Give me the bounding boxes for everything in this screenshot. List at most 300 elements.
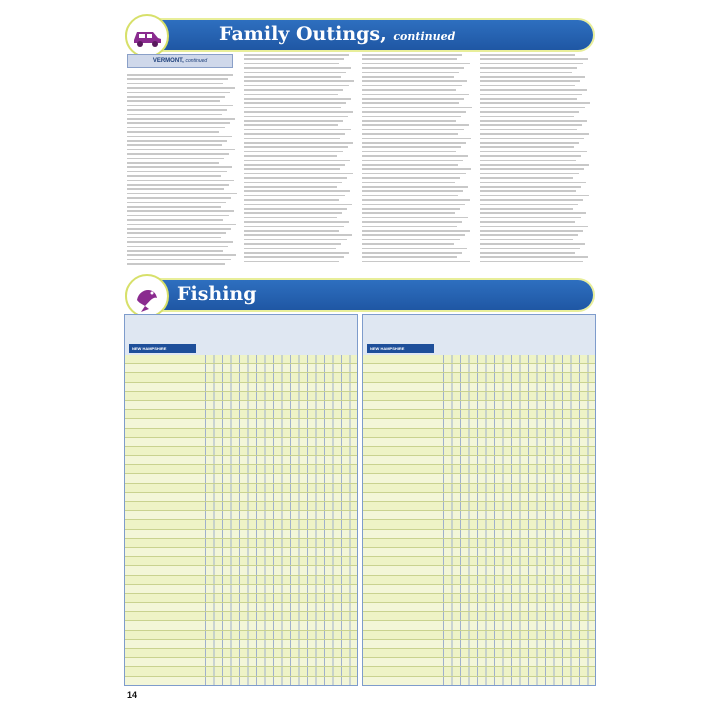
text-line [127,219,223,221]
text-line [480,173,579,175]
table-row-grid [205,566,357,574]
text-line [127,202,226,204]
text-line [127,87,235,89]
text-line [480,72,572,74]
text-line [244,190,350,192]
text-line [480,89,587,91]
state-heading: VERMONT, continued [127,54,233,68]
text-line [362,85,462,87]
table-row-grid [205,383,357,391]
text-line [362,243,454,245]
table-row-grid [443,447,595,455]
table-row [363,539,595,548]
text-line [480,133,589,135]
text-line [244,261,339,263]
text-line [244,217,337,219]
text-line [244,94,338,96]
table-row [363,484,595,493]
text-line [244,195,345,197]
text-line [244,182,342,184]
fishing-banner [127,280,593,310]
table-row [125,429,357,438]
text-line [362,120,456,122]
table-row [363,474,595,483]
table-row-grid [443,438,595,446]
text-line [480,98,577,100]
table-row-grid [205,548,357,556]
table-row [363,355,595,364]
fishing-title: Fishing [177,283,257,305]
table-row-grid [205,539,357,547]
text-line [127,109,227,111]
text-line [127,78,228,80]
text-line [480,142,579,144]
text-line [127,250,223,252]
text-line [127,188,224,190]
text-line [127,184,229,186]
table-row-grid [205,364,357,372]
text-line [480,221,575,223]
text-line [244,168,340,170]
page-number: 14 [127,690,138,700]
text-line [127,232,226,234]
text-line [244,155,337,157]
table-row-grid [443,502,595,510]
table-row-grid [205,667,357,675]
table-header [125,315,357,355]
text-line [127,237,221,239]
table-row [125,373,357,382]
text-line [127,263,225,265]
text-line [244,173,353,175]
text-line [244,177,347,179]
text-line [244,111,353,113]
text-line [480,204,578,206]
table-row-grid [443,566,595,574]
text-line [480,199,583,201]
table-row [125,447,357,456]
text-line [480,80,580,82]
table-row [125,640,357,649]
text-line [362,146,461,148]
table-row-grid [443,621,595,629]
text-line [362,116,461,118]
table-row [125,383,357,392]
table-row [125,649,357,658]
table-row [363,649,595,658]
text-line [362,142,466,144]
text-line [480,164,589,166]
table-row-grid [443,456,595,464]
table-row [125,410,357,419]
text-line [127,118,235,120]
text-line [480,151,587,153]
table-row [363,520,595,529]
region-label: NEW HAMPSHIRE [129,344,196,353]
car-icon [125,14,169,58]
text-line [244,107,341,109]
table-row-grid [205,465,357,473]
text-line [362,190,463,192]
text-line [127,180,234,182]
table-row [125,419,357,428]
table-row [363,373,595,382]
text-line [362,261,470,263]
text-line [244,116,348,118]
table-row-grid [443,401,595,409]
table-row [125,401,357,410]
table-row-grid [443,493,595,501]
text-line [244,164,345,166]
text-line [362,76,454,78]
table-row-grid [443,539,595,547]
text-line [244,160,350,162]
table-row-grid [205,401,357,409]
table-row-grid [205,631,357,639]
table-row-grid [205,576,357,584]
text-line [362,212,455,214]
text-line [127,158,224,160]
text-line [362,54,462,56]
table-row [125,392,357,401]
table-row [125,502,357,511]
table-row-grid [205,438,357,446]
text-line [480,146,574,148]
table-row [125,548,357,557]
text-line [244,204,352,206]
text-line [244,124,338,126]
text-line [244,142,353,144]
text-line [362,164,458,166]
text-line [127,136,232,138]
table-row-grid [443,511,595,519]
text-line [244,54,349,56]
text-line [362,151,456,153]
table-row-grid [205,493,357,501]
table-row-grid [205,649,357,657]
text-line [244,248,336,250]
table-row-grid [205,585,357,593]
text-line [362,239,460,241]
table-row [363,576,595,585]
table-row-grid [205,502,357,510]
table-row [363,447,595,456]
table-row [363,548,595,557]
table-row [125,667,357,676]
table-row [125,585,357,594]
text-line [244,98,351,100]
text-line [244,72,346,74]
table-row-grid [443,465,595,473]
text-line [244,67,351,69]
text-line [127,153,229,155]
text-line [244,63,339,65]
table-row-grid [443,429,595,437]
text-line [127,114,222,116]
text-line [244,120,343,122]
text-line [127,197,231,199]
text-line [127,215,229,217]
text-line [244,230,339,232]
text-line [480,111,579,113]
table-row [125,364,357,373]
table-row [363,392,595,401]
text-line [127,228,231,230]
text-line [480,177,573,179]
text-line [480,168,584,170]
table-row-grid [443,548,595,556]
table-row-grid [443,520,595,528]
text-line [244,85,349,87]
table-row [125,594,357,603]
text-line [362,58,457,60]
table-row-grid [443,364,595,372]
text-line [480,58,588,60]
table-row [125,511,357,520]
table-row-grid [205,373,357,381]
table-row [125,438,357,447]
text-line [362,234,465,236]
text-line [480,160,576,162]
text-line [362,80,467,82]
text-line [244,146,348,148]
text-line [244,186,337,188]
text-line [362,72,459,74]
table-row-grid [443,410,595,418]
table-row-grid [205,557,357,565]
text-line [362,217,468,219]
table-row [125,484,357,493]
text-line [480,248,580,250]
table-row [125,530,357,539]
text-line [127,127,225,129]
table-row [363,621,595,630]
table-row [125,493,357,502]
text-line [480,85,575,87]
text-line [362,107,472,109]
table-row-grid [205,484,357,492]
table-row-grid [443,474,595,482]
table-row-grid [443,594,595,602]
text-line [480,261,583,263]
text-line [127,259,231,261]
table-row [363,364,595,373]
text-line [127,224,236,226]
text-line [244,256,344,258]
table-row [125,631,357,640]
table-row [125,621,357,630]
text-line [480,107,585,109]
text-line [480,256,588,258]
text-line [127,144,222,146]
text-line [480,234,578,236]
text-line [127,193,237,195]
text-line [127,83,223,85]
text-line [127,175,221,177]
table-row [125,520,357,529]
table-row [363,419,595,428]
text-line [480,116,574,118]
text-line [362,124,469,126]
family-outings-banner [127,20,593,50]
text-line [127,166,232,168]
text-line [362,252,462,254]
table-row-grid [443,667,595,675]
text-line [362,89,456,91]
text-line [244,221,349,223]
table-row [125,456,357,465]
text-line [480,94,582,96]
table-row [363,438,595,447]
text-line [480,102,590,104]
table-row-grid [443,585,595,593]
table-row-grid [205,640,357,648]
text-line [244,133,345,135]
table-row-grid [205,612,357,620]
text-line [127,171,227,173]
table-row [363,410,595,419]
text-line [127,241,233,243]
text-line [244,102,346,104]
text-line [480,76,585,78]
text-line [244,252,349,254]
table-row [363,612,595,621]
text-line [362,230,470,232]
table-row [125,603,357,612]
table-row [125,355,357,364]
table-row-grid [205,456,357,464]
text-line [362,133,458,135]
table-row [363,557,595,566]
table-row-grid [205,410,357,418]
text-line [244,129,351,131]
table-row-grid [443,640,595,648]
text-line [362,208,460,210]
text-line [127,122,230,124]
table-row [125,566,357,575]
table-row [125,658,357,667]
table-rows [363,355,595,686]
table-row-grid [205,530,357,538]
text-line [127,246,228,248]
table-row-grid [205,594,357,602]
table-row-grid [443,603,595,611]
table-row-grid [205,355,357,363]
table-row [363,383,595,392]
table-row [363,456,595,465]
table-row-grid [443,530,595,538]
text-line [480,243,585,245]
table-row-grid [205,419,357,427]
text-line [127,140,227,142]
text-line [362,182,455,184]
text-line [362,186,468,188]
text-line [244,212,342,214]
table-row-grid [443,484,595,492]
table-row-grid [443,373,595,381]
text-line [362,67,464,69]
text-line [362,160,463,162]
text-line [480,155,581,157]
text-line [362,111,466,113]
text-line [362,63,470,65]
region-label: NEW HAMPSHIRE [367,344,434,353]
table-row-grid [443,677,595,685]
table-rows [125,355,357,686]
text-line [244,80,354,82]
table-row [363,658,595,667]
text-line [362,138,471,140]
text-line [480,120,587,122]
table-row [125,576,357,585]
text-line [127,100,220,102]
text-line [480,217,581,219]
table-row [363,566,595,575]
text-column-3 [362,54,472,269]
table-row [125,612,357,621]
table-row-grid [205,603,357,611]
text-line [127,210,234,212]
text-line [362,102,459,104]
table-row [363,631,595,640]
table-row [363,603,595,612]
text-line [244,208,347,210]
text-line [127,131,219,133]
table-row [125,465,357,474]
family-outings-title: Family Outings, continued [219,23,456,45]
text-line [362,94,469,96]
table-row-grid [443,649,595,657]
table-row [363,401,595,410]
table-row-grid [443,383,595,391]
text-line [244,58,344,60]
text-line [480,129,577,131]
table-row [125,539,357,548]
text-line [244,89,343,91]
text-line [127,74,233,76]
text-line [362,129,464,131]
table-row [363,429,595,438]
table-header [363,315,595,355]
fishing-table-right [362,314,596,686]
table-row [125,677,357,686]
text-line [362,226,457,228]
text-line [362,221,462,223]
text-line [480,182,586,184]
text-line [362,173,466,175]
table-row-grid [205,621,357,629]
text-line [244,199,339,201]
text-line [362,177,460,179]
text-line [362,98,464,100]
table-row-grid [443,658,595,666]
table-row-grid [443,612,595,620]
table-row-grid [443,392,595,400]
family-outings-text [127,54,595,269]
table-row-grid [205,677,357,685]
table-row-grid [205,429,357,437]
table-row [363,594,595,603]
text-line [480,138,584,140]
text-line [480,208,573,210]
table-row [363,502,595,511]
table-row-grid [205,520,357,528]
text-line [362,199,470,201]
table-row [125,474,357,483]
table-row [363,585,595,594]
table-row [363,465,595,474]
text-line [480,212,586,214]
